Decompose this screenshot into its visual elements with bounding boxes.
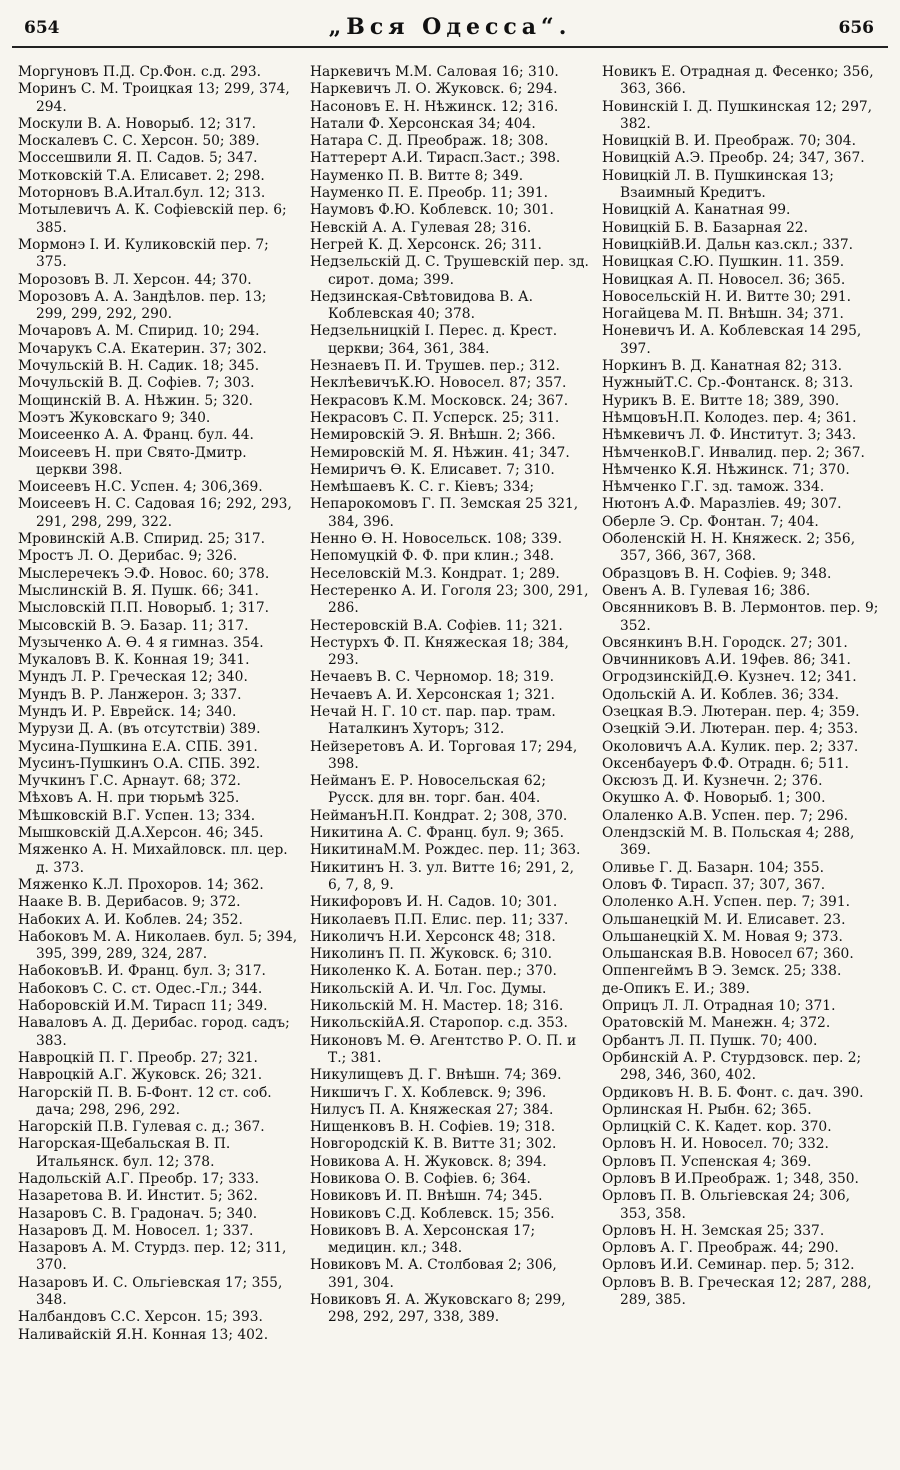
directory-entry: Незнаевъ П. И. Трушев. пер.; 312. — [310, 358, 560, 375]
directory-entry: Мѣшковскій В.Г. Успен. 13; 334. — [18, 807, 256, 824]
directory-entry: Олаленко А.В. Успен. пер. 7; 296. — [602, 807, 849, 824]
directory-page — [12, 12, 888, 1458]
directory-entry: Овсянкинъ В.Н. Городск. 27; 301. — [602, 634, 848, 651]
directory-entry: Оратовскій М. Манежн. 4; 372. — [602, 1015, 831, 1032]
directory-entry: Никитинъ Н. З. ул. Витте 16; 291, 2, 6, 7, 8, 9. — [310, 859, 575, 893]
directory-entry: Мыслинскій В. Я. Пушк. 66; 341. — [18, 582, 259, 599]
directory-entry: Никулищевъ Д. Г. Внѣшн. 74; 369. — [310, 1067, 562, 1084]
directory-entry: Назаровъ Д. М. Новосел. 1; 337. — [18, 1222, 254, 1239]
directory-entry: Орловъ А. Г. Преображ. 44; 290. — [602, 1240, 839, 1257]
directory-entry: Недзельскій Д. С. Трушевскій пер. зд. сирот. дома; 399. — [310, 254, 589, 288]
directory-entry: Моэтъ Жуковскаго 9; 340. — [18, 409, 211, 426]
directory-entry: Мысловскій П.П. Новорыб. 1; 317. — [18, 600, 270, 617]
directory-entry: Назаретова В. И. Инстит. 5; 362. — [18, 1188, 258, 1205]
directory-entry: Мусина-Пушкина Е.А. СПБ. 391. — [18, 738, 258, 755]
directory-entry: Моисеевъ Н. С. Садовая 16; 292, 293, 291, 298, 299, 322. — [18, 496, 292, 530]
directory-entry: Наливайскій Я.Н. Конная 13; 402. — [18, 1326, 269, 1343]
directory-entry: Нилусъ П. А. Княжеская 27; 384. — [310, 1101, 554, 1118]
directory-entry: Мундъ И. Р. Еврейск. 14; 340. — [18, 703, 237, 720]
directory-entry: Новиковъ М. А. Столбовая 2; 306, 391, 304. — [310, 1257, 557, 1291]
directory-entry: Насоновъ Е. Н. Нѣжинск. 12; 316. — [310, 98, 559, 115]
directory-entry: Озецкій Э.И. Лютеран. пер. 4; 353. — [602, 721, 859, 738]
directory-entry: Никшичъ Г. Х. Коблевск. 9; 396. — [310, 1084, 547, 1101]
directory-entry: Оксюзъ Д. И. Кузнечн. 2; 376. — [602, 773, 823, 790]
directory-entry: Нечаевъ А. И. Херсонская 1; 321. — [310, 686, 555, 703]
directory-entry: Орловъ В И.Преображ. 1; 348, 350. — [602, 1171, 859, 1187]
directory-entry: Недзинская-Свѣтовидова В. А. Коблевская 40; 378. — [310, 288, 534, 323]
directory-entry: Нейманъ Е. Р. Новосельская 62; Русск. для вн. торг. бан. 404. — [310, 773, 547, 807]
directory-entry: Мыслеречекъ Э.Ф. Новос. 60; 378. — [18, 565, 270, 582]
directory-entry: Новиковъ В. А. Херсонская 17; медицин. кл.; 348. — [310, 1222, 536, 1257]
directory-entry: Оберле Э. Ср. Фонтан. 7; 404. — [602, 513, 819, 530]
directory-entry: Мурузи Д. А. (въ отсутствіи) 389. — [18, 721, 261, 738]
directory-entry: Ололенко А.Н. Успен. пер. 7; 391. — [602, 894, 850, 911]
directory-entry: Норкинъ В. Д. Канатная 82; 313. — [602, 358, 843, 375]
directory-entry: Нѣмченко К.Я. Нѣжинск. 71; 370. — [602, 461, 850, 478]
directory-entry: Морозовъ В. Л. Херсон. 44; 370. — [18, 271, 252, 288]
directory-entry: НужныйТ.С. Ср.-Фонтанск. 8; 313. — [602, 375, 854, 392]
directory-entry: Набоковъ М. А. Николаев. бул. 5; 394, 395, 399, 289, 324, 287. — [18, 928, 298, 963]
directory-entry: Науменко П. Е. Преобр. 11; 391. — [310, 185, 548, 202]
column-2 — [304, 64, 596, 1444]
directory-entry: Мотковскій Т.А. Елисавет. 2; 298. — [18, 167, 265, 184]
directory-entry: Нагорскій П.В. Гулевая с. д.; 367. — [18, 1119, 265, 1136]
directory-entry: Нѣмченко Г.Г. зд. тамож. 334. — [602, 479, 825, 496]
directory-entry: Некрасовъ С. П. Усперск. 25; 311. — [310, 409, 560, 426]
directory-entry: Новицкій А.Э. Преобр. 24; 347, 367. — [602, 150, 865, 167]
directory-entry: Николаевъ П.П. Елис. пер. 11; 337. — [310, 911, 569, 928]
directory-entry: Никифоровъ И. Н. Садов. 10; 301. — [310, 894, 558, 911]
directory-entry: Новгородскій К. В. Витте 31; 302. — [310, 1136, 557, 1153]
directory-entry: Никитина А. С. Франц. бул. 9; 365. — [310, 825, 565, 842]
directory-entry: Оболенскій Н. Н. Княжеск. 2; 356, 357, 366, 367, 368. — [602, 531, 856, 565]
directory-entry: Навроцкій П. Г. Преобр. 27; 321. — [18, 1049, 258, 1066]
directory-entry: Моссешвили Я. П. Садов. 5; 347. — [18, 150, 258, 167]
directory-entry: Нестеренко А. И. Гоголя 23; 300, 291, 286. — [310, 582, 589, 617]
directory-entry: Мяженко А. Н. Михайловск. пл. цер. д. 373. — [18, 842, 288, 876]
directory-entry: НабоковъВ. И. Франц. бул. 3; 317. — [18, 963, 266, 980]
directory-entry: Орловъ Н. И. Новосел. 70; 332. — [602, 1136, 829, 1153]
directory-entry: Овчинниковъ А.И. 19фев. 86; 341. — [602, 652, 851, 669]
directory-entry: Моторновъ В.А.Итал.бул. 12; 313. — [18, 185, 266, 202]
directory-entry: Орбинскій А. Р. Стурдзовск. пер. 2; 298, 346, 360, 402. — [602, 1049, 862, 1084]
right-page-number: 656 — [838, 18, 874, 38]
directory-entry: Мундъ Л. Р. Греческая 12; 340. — [18, 669, 248, 686]
directory-entry: Орловъ В. В. Греческая 12; 287, 288, 289, 385. — [602, 1274, 872, 1309]
directory-entry: Новинскій І. Д. Пушкинская 12; 297, 382. — [602, 98, 873, 132]
directory-entry: НѣмченкоВ.Г. Инвалид. пер. 2; 367. — [602, 444, 865, 461]
directory-entry: Никоновъ М. Ѳ. Агентство Р. О. П. и Т.; 381. — [310, 1032, 577, 1066]
directory-entry: Нурикъ В. Е. Витте 18; 389, 390. — [602, 392, 840, 409]
directory-entry: ОгродзинскійД.Ѳ. Кузнеч. 12; 341. — [602, 669, 857, 686]
directory-entry: Морозовъ А. А. Зандѣлов. пер. 13; 299, 299, 292, 290. — [18, 288, 267, 323]
directory-entry: НейманъН.П. Кондрат. 2; 308, 370. — [310, 807, 568, 824]
directory-entry: Новицкій В. И. Преображ. 70; 304. — [602, 133, 856, 150]
page-title: „Вся Одесса“. — [328, 14, 572, 40]
directory-entry: Наборовскій И.М. Тирасп 11; 349. — [18, 998, 268, 1015]
directory-entry: Наркевичъ М.М. Саловая 16; 310. — [310, 64, 559, 80]
directory-entry: Оксенбауеръ Ф.Ф. Отрадн. 6; 511. — [602, 755, 849, 772]
page-header — [12, 12, 888, 48]
directory-entry: Москалевъ С. С. Херсон. 50; 389. — [18, 133, 260, 150]
directory-entry: Орловъ И.И. Семинар. пер. 5; 312. — [602, 1257, 855, 1274]
directory-entry: Немировскій Э. Я. Внѣшн. 2; 366. — [310, 427, 556, 444]
directory-entry: Одольскій А. И. Коблев. 36; 334. — [602, 686, 839, 703]
directory-entry: Науменко П. В. Витте 8; 349. — [310, 167, 524, 184]
directory-entry: Наркевичъ Л. О. Жуковск. 6; 294. — [310, 81, 558, 98]
directory-entry: Никольскій М. Н. Мастер. 18; 316. — [310, 998, 564, 1015]
directory-entry: Натара С. Д. Преображ. 18; 308. — [310, 133, 549, 150]
directory-entry: Нечай Н. Г. 10 ст. пар. пар. трам. Наталкинъ Хуторъ; 312. — [310, 703, 556, 738]
directory-entry: Нестурхъ Ф. П. Княжеская 18; 384, 293. — [310, 634, 569, 669]
directory-entry: Новиковъ С.Д. Коблевск. 15; 356. — [310, 1205, 555, 1222]
directory-entry: Мысовскій В. Э. Базар. 11; 317. — [18, 617, 249, 634]
directory-entry: Образцовъ В. Н. Софіев. 9; 348. — [602, 565, 832, 582]
directory-entry: Мочарукъ С.А. Екатерин. 37; 302. — [18, 340, 267, 357]
directory-entry: Наумовъ Ф.Ю. Коблевск. 10; 301. — [310, 202, 554, 219]
directory-entry: Набоковъ С. С. ст. Одес.-Гл.; 344. — [18, 980, 263, 997]
column-1 — [12, 64, 304, 1444]
directory-entry: Нагорскій П. В. Б-Фонт. 12 ст. соб. дача; 298, 296, 292. — [18, 1084, 272, 1118]
column-3 — [596, 64, 888, 1444]
directory-entry: Окушко А. Ф. Новорыб. 1; 300. — [602, 790, 826, 807]
directory-entry: Мѣховъ А. Н. при тюрьмѣ 325. — [18, 790, 240, 807]
directory-entry: НовицкійВ.И. Дальн каз.скл.; 337. — [602, 236, 854, 253]
directory-entry: Мотылевичъ А. К. Софіевскій пер. 6; 385. — [18, 202, 287, 236]
directory-entry: Оловъ Ф. Тирасп. 37; 307, 367. — [602, 876, 826, 893]
directory-entry: Мундъ В. Р. Ланжерон. 3; 337. — [18, 686, 242, 703]
directory-entry: Нечаевъ В. С. Черномор. 18; 319. — [310, 669, 554, 686]
directory-entry: Околовичъ А.А. Кулик. пер. 2; 337. — [602, 738, 859, 755]
directory-entry: Новикъ Е. Отрадная д. Фесенко; 356, 363, 366. — [602, 64, 874, 98]
directory-entry: Николинъ П. П. Жуковск. 6; 310. — [310, 946, 553, 963]
directory-entry: Мукаловъ В. К. Конная 19; 341. — [18, 652, 250, 669]
directory-entry: Николенко К. А. Ботан. пер.; 370. — [310, 963, 557, 980]
directory-entry: Натали Ф. Херсонская 34; 404. — [310, 115, 536, 132]
directory-entry: Немѣшаевъ К. С. г. Кіевъ; 334; — [310, 479, 534, 496]
directory-entry: Ноневичъ И. А. Коблевская 14 295, 397. — [602, 323, 862, 357]
directory-entry: Ольшанецкій М. И. Елисавет. 23. — [602, 911, 846, 928]
directory-entry: Моисеевъ Н. при Свято-Дмитр. церкви 398. — [18, 444, 247, 478]
directory-entry: Новиковъ Я. А. Жуковскаго 8; 299, 298, 292, 297, 338, 389. — [310, 1292, 566, 1326]
directory-entry: Никольскій А. И. Чл. Гос. Думы. — [310, 980, 547, 997]
directory-entry: Неселовскій М.З. Кондрат. 1; 289. — [310, 565, 560, 582]
directory-entry: Мусинъ-Пушкинъ О.А. СПБ. 392. — [18, 755, 261, 772]
directory-entry: Нейзеретовъ А. И. Торговая 17; 294, 398. — [310, 738, 578, 772]
directory-entry: Новиковъ И. П. Внѣшн. 74; 345. — [310, 1188, 543, 1205]
directory-entry: Орловъ П. В. Ольгіевская 24; 306, 353, 358. — [602, 1188, 850, 1222]
directory-entry: Невскій А. А. Гулевая 28; 316. — [310, 219, 532, 236]
directory-entry: Новосельскій Н. И. Витте 30; 291. — [602, 288, 851, 305]
directory-entry: Немировскій М. Я. Нѣжин. 41; 347. — [310, 444, 570, 461]
directory-entry: Ордиковъ Н. В. Б. Фонт. с. дач. 390. — [602, 1084, 864, 1101]
directory-entry: Мочаровъ А. М. Спирид. 10; 294. — [18, 323, 260, 340]
directory-entry: НикольскійА.Я. Старопор. с.д. 353. — [310, 1015, 568, 1032]
directory-entry: Новицкій Л. В. Пушкинская 13; Взаимный Кредитъ. — [602, 167, 834, 202]
directory-entry: Некрасовъ К.М. Московск. 24; 367. — [310, 392, 569, 409]
directory-entry: Мочульскій В. Н. Садик. 18; 345. — [18, 358, 260, 375]
directory-entry: Мочульскій В. Д. Софіев. 7; 303. — [18, 375, 255, 392]
directory-entry: Моисеевъ Н.С. Успен. 4; 306,369. — [18, 479, 263, 496]
directory-entry: Надольскій А.Г. Преобр. 17; 333. — [18, 1171, 259, 1187]
directory-entry: Ногайцева М. П. Внѣшн. 34; 371. — [602, 306, 844, 323]
directory-entry: Музыченко А. Ѳ. 4 я гимназ. 354. — [18, 634, 264, 651]
directory-entry: Оприцъ Л. Л. Отрадная 10; 371. — [602, 998, 836, 1015]
directory-entry: Новицкій Б. В. Базарная 22. — [602, 219, 809, 236]
directory-entry: Наттерерт А.И. Тирасп.Заст.; 398. — [310, 150, 561, 167]
directory-entry: Оливье Г. Д. Базарн. 104; 355. — [602, 859, 824, 876]
directory-entry: Нютонъ А.Ф. Маразліев. 49; 307. — [602, 496, 842, 513]
directory-entry: Озецкая В.Э. Лютеран. пер. 4; 359. — [602, 703, 860, 720]
directory-entry: Новицкій А. Канатная 99. — [602, 202, 791, 219]
directory-entry: Немиричъ Ѳ. К. Елисавет. 7; 310. — [310, 461, 555, 478]
directory-entry: Моисеенко А. А. Франц. бул. 44. — [18, 427, 254, 444]
directory-entry: Нагорская-Щебальская В. П. Итальянск. бул. 12; 378. — [18, 1136, 231, 1170]
directory-entry: Непомуцкій Ф. Ф. при клин.; 348. — [310, 548, 555, 565]
directory-entry: Новицкая С.Ю. Пушкин. 11. 359. — [602, 254, 845, 271]
directory-entry: де-Опикъ Е. И.; 389. — [602, 980, 750, 997]
directory-entry: Новицкая А. П. Новосел. 36; 365. — [602, 271, 846, 288]
directory-entry: Оппенгеймъ В Э. Земск. 25; 338. — [602, 963, 842, 980]
directory-entry: Мучкинъ Г.С. Арнаут. 68; 372. — [18, 773, 241, 790]
directory-entry: Налбандовъ С.С. Херсон. 15; 393. — [18, 1309, 263, 1326]
directory-entry: Мровинскій А.В. Спирид. 25; 317. — [18, 531, 266, 548]
directory-entry: Наваловъ А. Д. Дерибас. город. садъ; 383. — [18, 1015, 290, 1049]
directory-entry: Ольшанецкій Х. М. Новая 9; 373. — [602, 928, 843, 945]
directory-entry: Наакe В. В. Дерибасов. 9; 372. — [18, 894, 241, 911]
directory-entry: Орбантъ Л. П. Пушк. 70; 400. — [602, 1032, 818, 1049]
directory-entry: Мощинскій В. А. Нѣжин. 5; 320. — [18, 392, 253, 409]
directory-entry: Орлинская Н. Рыбн. 62; 365. — [602, 1101, 812, 1118]
directory-entry: Назаровъ И. С. Ольгіевская 17; 355, 348. — [18, 1274, 283, 1309]
directory-entry: Моринъ С. М. Троицкая 13; 299, 374, 294. — [18, 81, 290, 115]
directory-entry: Орлицкій С. К. Кадет. кор. 370. — [602, 1119, 832, 1136]
directory-entry: Новикова А. Н. Жуковск. 8; 394. — [310, 1153, 547, 1170]
directory-entry: НикитинаМ.М. Рождес. пер. 11; 363. — [310, 842, 581, 859]
directory-entry: Ольшанская В.В. Новосел 67; 360. — [602, 946, 854, 963]
directory-entry: Моргуновъ П.Д. Ср.Фон. с.д. 293. — [18, 64, 262, 80]
directory-entry: Мышковскій Д.А.Херсон. 46; 345. — [18, 825, 264, 842]
directory-entry: Назаровъ С. В. Градонач. 5; 340. — [18, 1205, 258, 1222]
directory-entry: НѣмцовъН.П. Колодез. пер. 4; 361. — [602, 409, 857, 426]
directory-entry: Назаровъ А. М. Стурдз. пер. 12; 311, 370. — [18, 1240, 287, 1274]
directory-entry: Негрей К. Д. Херсонск. 26; 311. — [310, 236, 542, 253]
directory-entry: Мормонэ І. И. Куликовскій пер. 7; 375. — [18, 236, 269, 271]
directory-entry: Нестеровскій В.А. Софіев. 11; 321. — [310, 617, 563, 634]
directory-entry: Непарокомовъ Г. П. Земская 25 321, 384, 396. — [310, 496, 579, 530]
directory-entry: Овсянниковъ В. В. Лермонтов. пер. 9; 352. — [602, 600, 879, 634]
directory-entry: Навроцкій А.Г. Жуковск. 26; 321. — [18, 1067, 263, 1084]
directory-entry: Олендзскій М. В. Польская 4; 288, 369. — [602, 825, 855, 859]
directory-entry: Недзельницкій І. Перес. д. Крест. церкви; 364, 361, 384. — [310, 323, 558, 357]
directory-entry: Москули В. А. Новорыб. 12; 317. — [18, 115, 256, 132]
directory-entry: Орловъ Н. Н. Земская 25; 337. — [602, 1222, 825, 1239]
directory-entry: Новикова О. В. Софіев. 6; 364. — [310, 1171, 531, 1187]
directory-entry: Николичъ Н.И. Херсонск 48; 318. — [310, 928, 556, 945]
directory-entry: Мяженко К.Л. Прохоров. 14; 362. — [18, 876, 264, 893]
directory-entry: Нищенковъ В. Н. Софіев. 19; 318. — [310, 1119, 556, 1136]
directory-entry: Овенъ А. В. Гулевая 16; 386. — [602, 582, 811, 599]
directory-entry: Мростъ Л. О. Дерибас. 9; 326. — [18, 548, 238, 565]
directory-entry: Набоких А. И. Коблев. 24; 352. — [18, 911, 243, 928]
directory-entry: Ненно Ѳ. Н. Новосельск. 108; 339. — [310, 531, 562, 548]
directory-entry: Орловъ П. Успенская 4; 369. — [602, 1153, 812, 1170]
directory-entry: Нѣмкевичъ Л. Ф. Институт. 3; 343. — [602, 427, 857, 444]
directory-entry: НеклѣевичъК.Ю. Новосел. 87; 357. — [310, 375, 567, 392]
left-page-number: 654 — [24, 18, 60, 38]
entry-columns — [12, 64, 888, 1444]
